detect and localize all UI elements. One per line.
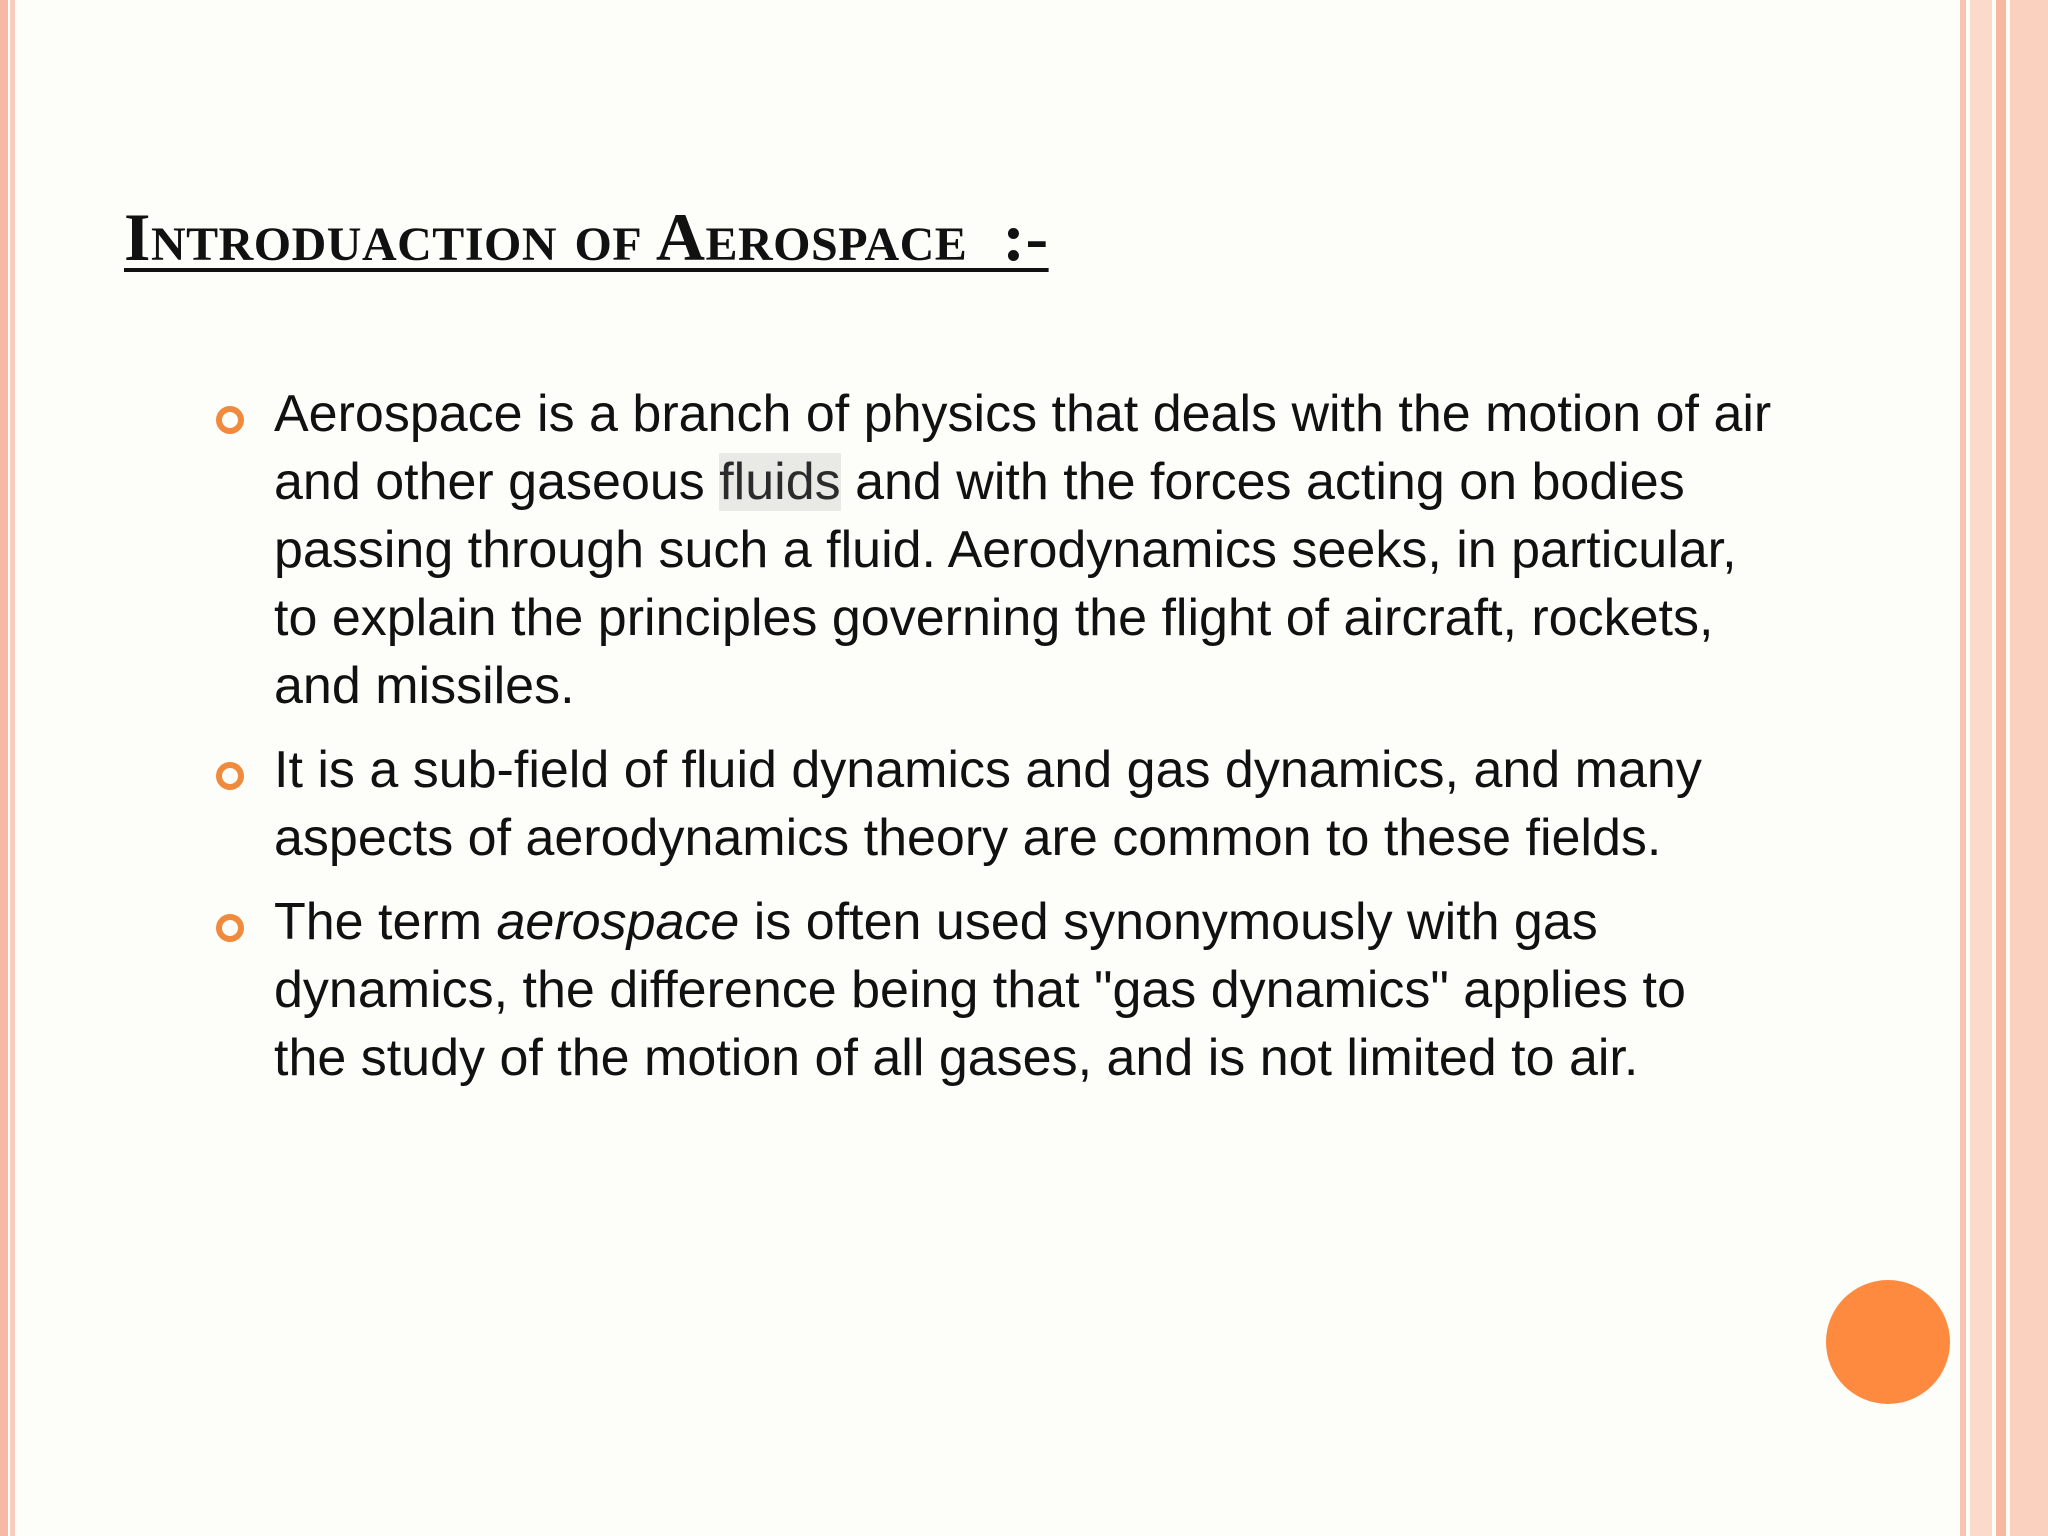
- bullet-text: is often used synonymously with gas dynamics, the difference being that "gas dynamics" applies to the study of the motion of all gases, and is not limited to air.: [274, 893, 1686, 1087]
- circle-bullet-icon: [216, 406, 244, 434]
- circle-bullet-icon: [216, 762, 244, 790]
- bullet-text: It is a sub-field of fluid dynamics and gas dynamics, and many aspects of aerodynamics theory are common to these fields.: [274, 741, 1702, 867]
- left-border-stripe: [0, 0, 8, 1536]
- bullet-text: Aerospace is a branch of physics that deals with the motion of air and other gaseous: [274, 385, 1772, 511]
- slide-title: Introduaction of Aerospace :-: [124, 199, 1049, 275]
- bullet-list: [212, 380, 1772, 1108]
- right-border-stripe: [2010, 0, 2048, 1536]
- emphasized-term: aerospace: [496, 893, 740, 951]
- decorative-orange-circle: [1826, 1280, 1950, 1404]
- bullet-text: The term: [274, 893, 497, 951]
- right-border-stripe: [1960, 0, 1966, 1536]
- bullet-item: [212, 736, 1772, 872]
- bullet-item: [212, 380, 1772, 720]
- bullet-text: and with the forces acting on bodies passing through such a fluid. Aerodynamics seeks, in particular, to explain the principles governing the flight of aircraft, rockets, and missiles.: [274, 453, 1737, 715]
- circle-bullet-icon: [216, 914, 244, 942]
- right-border-stripe: [1970, 0, 1992, 1536]
- bullet-item: [212, 888, 1772, 1092]
- highlighted-word: fluids: [719, 453, 841, 511]
- left-border-stripe: [10, 0, 15, 1536]
- right-border-stripe: [1996, 0, 2006, 1536]
